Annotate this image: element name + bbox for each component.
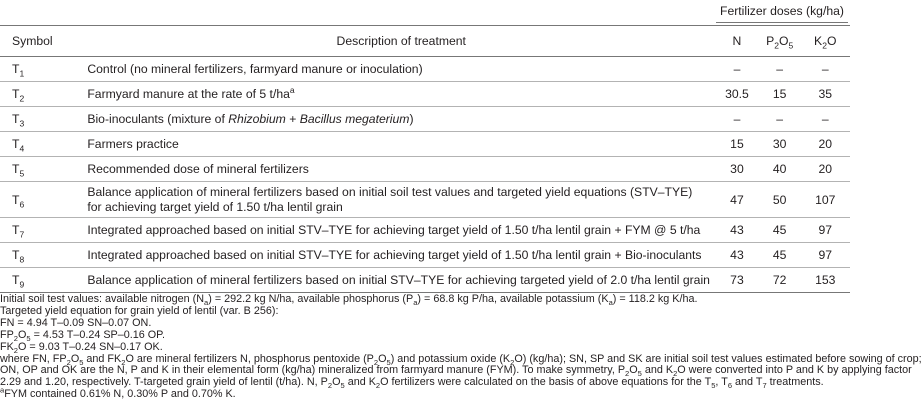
- p2o5-header-tail: O: [778, 34, 789, 48]
- text-fragment: ): [409, 111, 414, 126]
- treatment-symbol: [0, 268, 87, 293]
- description-text: [87, 248, 715, 263]
- subscript: a: [413, 298, 418, 308]
- subscript: a: [608, 298, 613, 308]
- description-text: [87, 137, 715, 152]
- description-text: [87, 62, 715, 77]
- text-fragment: for achieving target yield of 1.50 t/ha lentil grain: [87, 199, 343, 214]
- text-fragment: Balance application of mineral fertilizers based on initial STV–TYE for achieving targeted yield of 2.0 t/ha lentil grain: [87, 272, 710, 287]
- text-fragment: O: [70, 352, 80, 365]
- treatment-symbol: [0, 132, 87, 157]
- symbol-base: T: [12, 137, 20, 151]
- treatment-description: [87, 107, 715, 132]
- n-dose-cell: –: [715, 57, 759, 82]
- p2o5-dose-cell: 30: [759, 132, 801, 157]
- n-dose-cell: –: [715, 107, 759, 132]
- table-row: [0, 107, 850, 132]
- symbol-base: T: [12, 112, 20, 126]
- text-fragment: 2.29 and 1.20, respectively. T-targeted grain yield of lentil (t/ha). N, P: [0, 376, 328, 389]
- symbol-base: T: [12, 62, 20, 76]
- k2o-dose-cell: 97: [800, 243, 850, 268]
- subscript: 2: [673, 369, 678, 379]
- symbol-subscript: 8: [19, 254, 25, 265]
- text-fragment: where FN, FP: [0, 352, 67, 365]
- text-fragment: FYM contained 0.61% N, 0.30% P and 0.70% K.: [4, 388, 236, 401]
- text-fragment: = 4.53 T–0.24 SP–0.16 OP.: [30, 328, 165, 341]
- p2o5-header-sub: 2: [774, 40, 779, 51]
- p2o5-dose-cell: –: [759, 107, 801, 132]
- symbol-subscript: 5: [19, 168, 25, 179]
- text-fragment: FN = 4.94 T–0.09 SN–0.07 ON.: [0, 316, 152, 329]
- text-fragment: O were converted into P and K by applying factor: [677, 364, 912, 377]
- treatment-description: [87, 57, 715, 82]
- subscript: 7: [762, 381, 767, 391]
- p2o5-dose-cell: 45: [759, 243, 801, 268]
- text-fragment: Recommended dose of mineral fertilizers: [87, 161, 309, 176]
- subscript: a: [204, 298, 209, 308]
- k2o-dose-cell: 20: [800, 132, 850, 157]
- text-fragment: O: [378, 352, 387, 365]
- treatment-symbol: [0, 218, 87, 243]
- subscript: 5: [79, 357, 84, 367]
- symbol-base: T: [12, 223, 20, 237]
- text-fragment: O: [629, 364, 638, 377]
- subscript: 2: [13, 345, 18, 355]
- symbol-subscript: 2: [19, 93, 25, 104]
- p2o5-dose-cell: 40: [759, 157, 801, 182]
- p2o5-header-base: P: [766, 34, 775, 48]
- k2o-dose-cell: 107: [800, 182, 850, 218]
- text-fragment: Farmyard manure at the rate of 5 t/ha: [87, 86, 290, 101]
- treatment-description: [87, 268, 715, 293]
- p2o5-header: [759, 26, 801, 57]
- treatment-description: [87, 157, 715, 182]
- subscript: 2: [66, 357, 71, 367]
- text-fragment: treatments.: [766, 376, 824, 389]
- n-dose-cell: 73: [715, 268, 759, 293]
- treatment-description: [87, 182, 715, 218]
- k2o-dose-cell: 97: [800, 218, 850, 243]
- p2o5-header-sub2: 5: [788, 40, 794, 51]
- treatment-table: [0, 25, 850, 293]
- treatment-description: [87, 132, 715, 157]
- symbol-base: T: [12, 248, 20, 262]
- subscript: 5: [711, 381, 716, 391]
- subscript: 2: [327, 381, 333, 391]
- text-fragment: O: [332, 376, 341, 389]
- treatment-description: [87, 218, 715, 243]
- symbol-subscript: 9: [19, 279, 25, 290]
- k2o-header-sub: 2: [822, 40, 827, 51]
- text-fragment: and K: [344, 376, 376, 389]
- treatment-description: [87, 243, 715, 268]
- subscript: 5: [637, 369, 642, 379]
- treatment-description: [87, 82, 715, 107]
- p2o5-dose-cell: –: [759, 57, 801, 82]
- text-fragment: Integrated approached based on initial STV–TYE for achieving target yield of 1.50 t/ha lentil grain + Bio-inoculants: [87, 247, 702, 262]
- subscript: 2: [625, 369, 630, 379]
- text-fragment: and T: [732, 376, 763, 389]
- symbol-base: T: [12, 273, 20, 287]
- table-header-row: [0, 26, 850, 57]
- symbol-subscript: 4: [19, 143, 25, 154]
- k2o-dose-cell: –: [800, 57, 850, 82]
- text-fragment: , T: [715, 376, 728, 389]
- group-header-underline: [716, 22, 848, 23]
- p2o5-dose-cell: 45: [759, 218, 801, 243]
- text-fragment: O fertilizers were calculated on the basis of above equations for the T: [380, 376, 712, 389]
- subscript: 2: [375, 381, 381, 391]
- treatment-symbol: [0, 57, 87, 82]
- description-text: [87, 162, 715, 177]
- k2o-header: [800, 26, 850, 57]
- text-fragment: Targeted yield equation for grain yield of lentil (var. B 256):: [0, 304, 279, 317]
- text-fragment: O are mineral fertilizers N, phosphorus pentoxide (P: [125, 352, 374, 365]
- description-text: [87, 84, 715, 102]
- table-row: [0, 268, 850, 293]
- p2o5-dose-cell: 50: [759, 182, 801, 218]
- k2o-dose-cell: 35: [800, 82, 850, 107]
- text-fragment: O) (kg/ha); SN, SP and SK are initial soil test values estimated before sowing of crop;: [514, 352, 922, 365]
- k2o-header-base: K: [814, 34, 823, 48]
- symbol-subscript: 3: [19, 118, 25, 129]
- k2o-dose-cell: –: [800, 107, 850, 132]
- subscript: 6: [727, 381, 733, 391]
- table-row: [0, 57, 850, 82]
- subscript: 2: [373, 357, 379, 367]
- table-row: [0, 182, 850, 218]
- symbol-subscript: 6: [19, 198, 25, 209]
- italic-text: Bacillus megaterium: [299, 111, 410, 126]
- treatment-symbol: [0, 243, 87, 268]
- table-row: [0, 218, 850, 243]
- superscript: a: [0, 385, 5, 395]
- subscript: 5: [340, 381, 345, 391]
- subscript: 2: [510, 357, 515, 367]
- text-fragment: FK: [0, 340, 14, 353]
- treatment-symbol: [0, 157, 87, 182]
- superscript: a: [289, 84, 295, 95]
- text-fragment: Bio-inoculants (mixture of: [87, 111, 229, 126]
- text-fragment: and FK: [83, 352, 122, 365]
- treatment-symbol: [0, 182, 87, 218]
- description-text: [87, 223, 715, 238]
- text-fragment: Initial soil test values: available nitrogen (N: [0, 293, 205, 305]
- text-fragment: ) = 292.2 kg N/ha, available phosphorus (P: [208, 293, 414, 305]
- table-row: [0, 243, 850, 268]
- description-text: [87, 273, 715, 288]
- text-fragment: Control (no mineral fertilizers, farmyard manure or inoculation): [87, 61, 423, 76]
- table-row: [0, 157, 850, 182]
- text-fragment: ) = 68.8 kg P/ha, available potassium (K: [417, 293, 609, 305]
- treatment-symbol: [0, 82, 87, 107]
- table-row: [0, 132, 850, 157]
- p2o5-dose-cell: 72: [759, 268, 801, 293]
- subscript: 5: [26, 333, 31, 343]
- text-fragment: Farmers practice: [87, 136, 179, 151]
- text-fragment: ) = 118.2 kg K/ha.: [612, 293, 698, 305]
- subscript: 2: [121, 357, 126, 367]
- k2o-header-tail: O: [826, 34, 837, 48]
- text-fragment: and K: [641, 364, 674, 377]
- treatment-symbol: [0, 107, 87, 132]
- fertilizer-doses-group-header: Fertilizer doses (kg/ha): [720, 4, 844, 18]
- italic-text: Rhizobium: [228, 111, 286, 126]
- text-fragment: O: [18, 328, 27, 341]
- n-dose-cell: 47: [715, 182, 759, 218]
- text-fragment: ) and potassium oxide (K: [390, 352, 511, 365]
- table-body: [0, 57, 850, 293]
- p2o5-dose-cell: 15: [759, 82, 801, 107]
- n-header: N: [715, 26, 759, 57]
- n-dose-cell: 15: [715, 132, 759, 157]
- n-dose-cell: 30: [715, 157, 759, 182]
- k2o-dose-cell: 153: [800, 268, 850, 293]
- symbol-base: T: [12, 87, 20, 101]
- n-dose-cell: 30.5: [715, 82, 759, 107]
- symbol-base: T: [12, 162, 20, 176]
- description-header: Description of treatment: [87, 26, 715, 57]
- footnote-line: [0, 385, 850, 401]
- symbol-subscript: 1: [19, 68, 25, 79]
- symbol-header: Symbol: [0, 26, 87, 57]
- n-dose-cell: 43: [715, 243, 759, 268]
- text-fragment: FP: [0, 328, 14, 341]
- n-dose-cell: 43: [715, 218, 759, 243]
- description-text: [87, 112, 715, 127]
- symbol-subscript: 7: [19, 229, 25, 240]
- text-fragment: Balance application of mineral fertilizers based on initial soil test values and targeted yield equations (STV–TYE): [87, 184, 693, 199]
- subscript: 2: [13, 333, 18, 343]
- text-fragment: ON, OP and OK are the N, P and K in their elemental form (kg/ha) mineralized from farmyard manure (FYM). To make symmetry, P: [0, 364, 626, 377]
- table-footnotes: [0, 293, 922, 401]
- symbol-base: T: [12, 192, 20, 207]
- k2o-dose-cell: 20: [800, 157, 850, 182]
- table-row: [0, 82, 850, 107]
- description-text: [87, 185, 715, 215]
- subscript: 5: [386, 357, 391, 367]
- text-fragment: O = 9.03 T–0.24 SN–0.17 OK.: [18, 340, 163, 353]
- text-fragment: Integrated approached based on initial STV–TYE for achieving target yield of 1.50 t/ha lentil grain + FYM @ 5 t/ha: [87, 222, 701, 237]
- text-fragment: +: [285, 111, 300, 126]
